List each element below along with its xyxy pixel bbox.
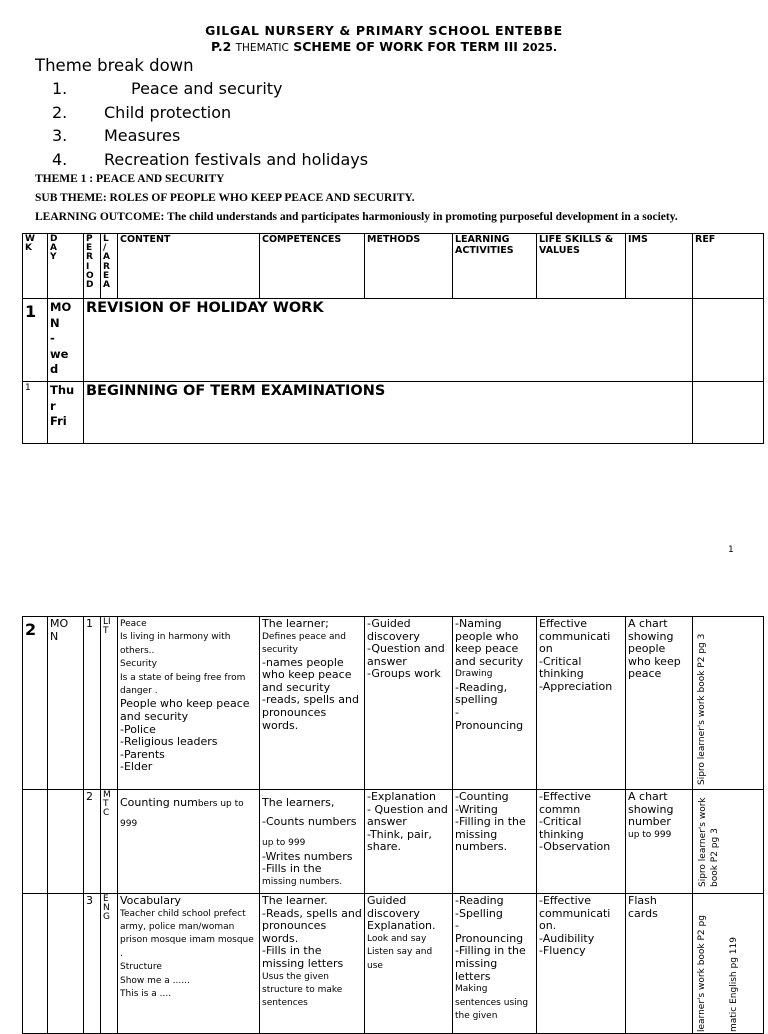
row-note: REVISION OF HOLIDAY WORK <box>84 299 693 382</box>
ims-cell: Flash cards <box>628 894 658 920</box>
skills-cell: -Effective communicati on. -Audibility -Fluency <box>539 894 611 958</box>
area-cell: E N G <box>103 894 110 923</box>
ref-cell <box>693 299 764 382</box>
theme-line: THEME 1 : PEACE AND SECURITY <box>35 173 225 185</box>
methods-cell: -Explanation - Question and answer -Think, pair, share. <box>367 790 448 854</box>
scheme-table-page2 <box>22 616 764 1034</box>
activity-naming: -Naming people who keep peace and security <box>455 617 524 668</box>
period-cell: 2 <box>84 790 101 894</box>
page-number: 1 <box>728 545 734 555</box>
day-cell: MO N <box>50 617 69 643</box>
competence-missing: missing numbers. <box>262 877 343 887</box>
activities-sentences: Making sentences using the given <box>455 984 529 1021</box>
day-cell: MO N - we d <box>50 300 72 376</box>
competence-list: -names people who keep peace and security -reads, spells and pronounces words. <box>262 655 359 732</box>
breakdown-label: Peace and security <box>131 79 283 98</box>
school-name: GILGAL NURSERY & PRIMARY SCHOOL ENTEBBE <box>205 23 563 38</box>
sub-theme-line: SUB THEME: ROLES OF PEOPLE WHO KEEP PEACE AND SECURITY. <box>35 192 415 204</box>
header-area: L / A R E A <box>103 234 110 291</box>
competence-structure: Usus the given structure to make sentences <box>262 971 343 1009</box>
header-period: P E R I O D <box>86 234 94 291</box>
week-cell <box>23 790 48 894</box>
competence-intro: The learner; <box>262 617 329 630</box>
ims-range: up to 999 <box>628 829 672 840</box>
breakdown-label: Recreation festivals and holidays <box>104 150 369 169</box>
breakdown-number: 1. <box>52 79 68 98</box>
activity-reading: -Reading, spelling - Pronouncing <box>455 680 524 732</box>
week-cell <box>23 894 48 1034</box>
area-cell: LI T <box>103 617 111 637</box>
ref-cell: Sipro learner's work book P2 pg 3 <box>698 797 720 887</box>
breakdown-label: Measures <box>104 126 181 145</box>
header-activities: LEARNING ACTIVITIES <box>453 234 537 299</box>
competence-define: Defines peace and security <box>262 631 346 655</box>
table-row <box>23 790 764 894</box>
ref-cell-b: matic English pg 119 <box>729 937 739 1032</box>
header-day: D A Y <box>50 234 58 263</box>
ims-chart: A chart showing number <box>628 790 674 829</box>
table-header-row <box>23 234 764 299</box>
competence-list: The learner. -Reads, spells and pronounces words. -Fills in the missing letters <box>262 894 362 970</box>
header-methods: METHODS <box>365 234 453 299</box>
skills-cell: Effective communicati on -Critical thinking -Appreciation <box>539 617 613 693</box>
row-note: BEGINNING OF TERM EXAMINATIONS <box>84 382 693 444</box>
header-ims: IMS <box>626 234 693 299</box>
period-cell: 3 <box>84 894 101 1034</box>
week-cell: 2 <box>23 617 48 790</box>
header-ref: REF <box>693 234 764 299</box>
week-cell: 1 <box>23 382 48 444</box>
breakdown-label: Child protection <box>104 103 232 122</box>
ref-cell: Sipro learner's work book P2 pg 3 <box>697 633 707 785</box>
ref-cell-a: learner's work book P2 pg <box>697 915 707 1032</box>
day-cell <box>48 894 84 1034</box>
day-cell: Thu r Fri <box>50 383 75 428</box>
scheme-title <box>0 39 768 54</box>
methods-sub: Look and say Listen say and use <box>367 933 433 971</box>
ref-cell <box>693 382 764 444</box>
header-content: CONTENT <box>118 234 260 299</box>
header-skills: LIFE SKILLS & VALUES <box>537 234 626 299</box>
content-definitions: Peace Is living in harmony with others.. Security Is a state of being free from danger . <box>120 619 246 697</box>
activities-main: -Reading -Spelling - Pronouncing -Filling in the missing letters <box>455 894 526 983</box>
table-row <box>23 299 764 382</box>
ims-cell: A chart showing people who keep peace <box>628 617 681 681</box>
scheme-term: SCHEME OF WORK FOR TERM III <box>288 39 523 54</box>
scheme-year: 2025. <box>522 41 558 54</box>
header-competences: COMPETENCES <box>260 234 365 299</box>
period-cell: 1 <box>84 617 101 790</box>
scheme-thematic: THEMATIC <box>235 42 289 54</box>
breakdown-number: 3. <box>52 126 68 145</box>
breakdown-number: 4. <box>52 150 68 169</box>
table-row <box>23 617 764 790</box>
table-row <box>23 382 764 444</box>
learning-outcome-line: LEARNING OUTCOME: The child understands and participates harmoniously in promoting purposeful development in a society. <box>35 211 678 223</box>
competence-writes: -Writes numbers -Fills in the <box>262 849 353 876</box>
area-cell: M T C <box>103 790 111 819</box>
theme-breakdown-title: Theme break down <box>35 56 194 75</box>
activities-cell: -Counting -Writing -Filling in the missing numbers. <box>455 790 526 854</box>
methods-cell: -Guided discovery -Question and answer -Groups work <box>367 617 445 681</box>
content-vocabulary: Vocabulary <box>120 894 181 907</box>
header-wk: W K <box>25 234 35 254</box>
competence-range: up to 999 <box>262 838 306 849</box>
content-people-list: People who keep peace and security -Police -Religious leaders -Parents -Elder <box>120 697 250 774</box>
competence-counts: The learners, -Counts numbers <box>262 796 357 828</box>
scheme-class: P.2 <box>210 39 236 54</box>
content-counting-range: bers up to 999 <box>120 799 244 830</box>
scheme-table-page1 <box>22 233 764 444</box>
methods-main: Guided discovery Explanation. <box>367 894 436 933</box>
week-cell: 1 <box>23 299 48 382</box>
table-row <box>23 894 764 1034</box>
skills-cell: -Effective commn -Critical thinking -Observation <box>539 790 611 854</box>
breakdown-number: 2. <box>52 103 68 122</box>
day-cell <box>48 790 84 894</box>
activity-drawing: Drawing <box>455 669 493 680</box>
content-counting: Counting num <box>120 796 198 809</box>
content-words: Teacher child school prefect army, police man/woman prison mosque imam mosque . Structure Show me a ...... This is a .... <box>120 908 254 1000</box>
